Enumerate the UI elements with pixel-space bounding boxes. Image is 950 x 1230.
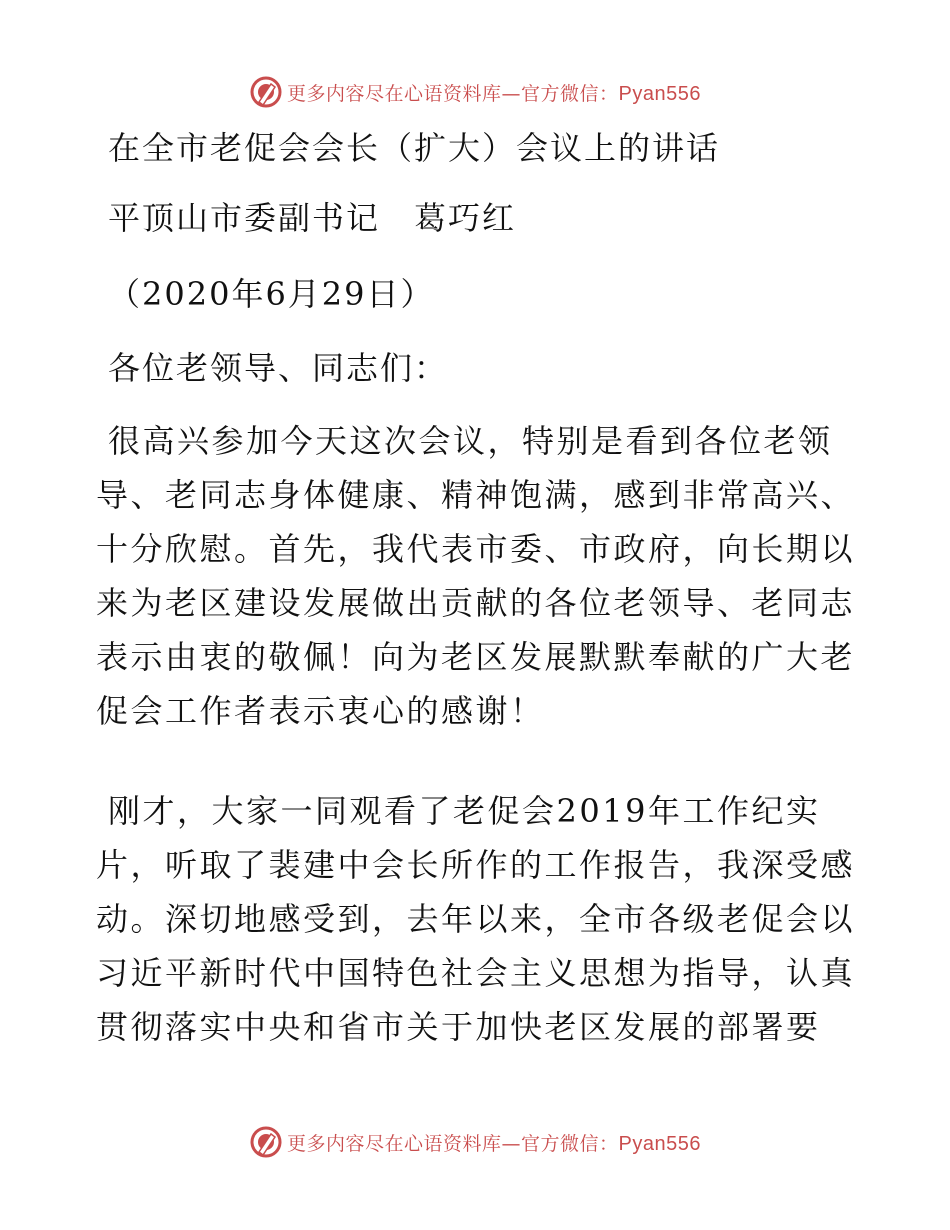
paragraph-line: 来为老区建设发展做出贡献的各位老领导、老同志 [96, 584, 856, 622]
paragraph-line: 很高兴参加今天这次会议，特别是看到各位老领 [108, 422, 833, 460]
watermark-text: 更多内容尽在心语资料库—官方微信：Pyan556 [287, 1132, 701, 1155]
paragraph-line: 促会工作者表示衷心的感谢！ [96, 692, 545, 730]
paragraph-line: 表示由衷的敬佩！向为老区发展默默奉献的广大老 [96, 638, 856, 676]
paragraph-1 [96, 414, 856, 738]
paragraph-line: 刚才，大家一同观看了老促会2019年工作纪实 [108, 792, 821, 830]
author-line: 平顶山市委副书记 葛巧红 [108, 199, 517, 237]
paragraph-line: 贯彻落实中央和省市关于加快老区发展的部署要 [96, 1008, 821, 1046]
document-title: 在全市老促会会长（扩大）会议上的讲话 [108, 129, 721, 167]
salutation: 各位老领导、同志们： [108, 349, 449, 387]
watermark-wechat-id: Pyan556 [618, 1132, 701, 1155]
paragraph-line: 动。深切地感受到，去年以来，全市各级老促会以 [96, 900, 856, 938]
footer-watermark [0, 1122, 950, 1162]
paragraph-line: 导、老同志身体健康、精神饱满，感到非常高兴、 [96, 476, 856, 514]
watermark-text: 更多内容尽在心语资料库—官方微信：Pyan556 [287, 82, 701, 105]
paragraph-line: 习近平新时代中国特色社会主义思想为指导，认真 [96, 954, 856, 992]
paragraph-line: 十分欣慰。首先，我代表市委、市政府，向长期以 [96, 530, 856, 568]
watermark-wechat-id: Pyan556 [618, 82, 701, 105]
date-line: （2020年6月29日） [108, 275, 435, 313]
pen-logo-icon [249, 1125, 283, 1159]
pen-logo-icon [249, 75, 283, 109]
header-watermark [0, 72, 950, 112]
paragraph-line: 片，听取了裴建中会长所作的工作报告，我深受感 [96, 846, 856, 884]
paragraph-2 [96, 784, 856, 1054]
